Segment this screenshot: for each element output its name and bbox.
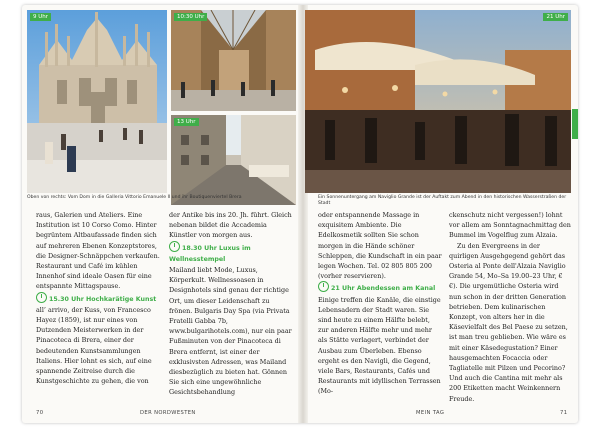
col4-paragraph-2: Zu den Evergreens in der quirligen Ausgehgegend gehört das Osteria al Ponte dell'Alzaia Naviglio Grande 54, Mo–Sa 19.00–23 Uhr, €€). Die urgemütliche Osteria wird nun schon in der dritten Generation betrieben. Dem kulinarischen Konzept, von alters her in die Käsevielfalt des Bel Paese zu setzen, ist man treu geblieben. Wie wäre es mit einer Käsedegustation? Einer hausgemachten Focaccia oder Tagliatelle mit Pilzen und Pecorino? Und auch die Cantina mit mehr als 200 Etiketten macht Weinkennern Freude.: [449, 241, 568, 403]
left-page-number: 70: [36, 410, 44, 416]
navigli-photo: [305, 10, 571, 193]
col4-paragraph-1: ckenschutz nicht vergessen!) lohnt vor allem am Sonntagnachmittag den Bummel im Vogelflug zum Alzaia.: [449, 211, 571, 240]
col1-heading: 15.30 Uhr Hochkarätige Kunst: [36, 292, 160, 305]
right-column-1: [318, 210, 442, 397]
col1-paragraph-2: all’ arrivo, der Kuss, von Francesco Hayez (1859), ist nur eines von Dutzenden Meisterwerken in der Pinacoteca di Brera, einer der bedeutenden Kunstsammlungen Italiens. Hier lohnt es sich, auf eine spannende Zeitreise durch die Kunstgeschichte zu gehen, die von: [36, 305, 152, 386]
col2-paragraph-1: der Antike bis ins 20. Jh. führt. Gleich nebenan bildet die Accademia Künstler von morgen aus.: [169, 211, 292, 240]
galleria-photo: [171, 10, 296, 111]
left-running-title: DER NORDWESTEN: [140, 410, 196, 416]
duomo-photo: [27, 10, 167, 193]
right-column-2: [449, 210, 571, 404]
time-tag-street: 13 Uhr: [174, 118, 199, 126]
time-tag-navigli: 21 Uhr: [543, 13, 568, 21]
right-photo-caption: Ein Sonnenuntergang am Naviglio Grande ist der Auftakt zum Abend in den historischen Wasserstraßen der Stadt: [318, 195, 567, 206]
clock-icon: [318, 281, 329, 292]
clock-icon: [36, 292, 47, 303]
col3-paragraph-1: oder entspannende Massage in exquisitem Ambiente. Die Edelkosmetik sollten Sie schon morgen in die Hände schöner Schleppen, die Kundschaft in ein paar legen Wochen. Tel. 02 805 805 200 (vorher reservieren).: [318, 211, 442, 281]
col2-heading: 18.30 Uhr Luxus im Wellnesstempel: [169, 241, 293, 265]
clock-icon: [169, 241, 180, 252]
left-photo-caption: Oben von rechts: Vom Dom in die Galleria Vittorio Emanuele II und ihr Boutiquenviertel Brera: [27, 195, 242, 200]
col3-heading: 21 Uhr Abendessen am Kanal: [318, 281, 442, 294]
book-spread: [22, 5, 578, 423]
section-marker: [572, 109, 578, 139]
left-column-2: [169, 210, 293, 398]
left-column-1: [36, 210, 160, 386]
col2-paragraph-2: Mailand liebt Mode, Luxus, Körperkult. Wellnessoasen in Designhotels sind genau der richtige Ort, um dieser Leidenschaft zu frönen. Bulgaris Day Spa (via Privata Fratelli Gabba 7b, www.bulgarihotels.com), nur ein paar Fußminuten von der Pinacoteca di Brera entfernt, ist einer der exklusivsten Adressen, was Mailand diesbezüglich zu bieten hat. Gönnen Sie sich eine ungewöhnliche Gesichtsbehandlung: [169, 266, 292, 397]
right-page-number: 71: [560, 410, 568, 416]
right-running-title: MEIN TAG: [416, 410, 445, 416]
col1-paragraph-1: raus, Galerien und Ateliers. Eine Institution ist 10 Corso Como. Hinter begrüntem Altbaufassade finden sich auf mehreren Ebenen Konzeptstores, die Designer-Schnäppchen verkaufen. Restaurant und Café im kühlen Innenhof sind ideale Oasen für eine entspannte Mittagspause.: [36, 211, 160, 291]
time-tag-duomo: 9 Uhr: [30, 13, 51, 21]
time-tag-galleria: 10:30 Uhr: [174, 13, 207, 21]
brera-street-photo: [171, 115, 296, 205]
col3-paragraph-2: Einige treffen die Kanäle, die einstige Lebensadern der Stadt waren. Sie sind heute zu einem Hälfte belebt, zur anderen Hälfte mehr und mehr als Stätte verlagert, verbindet der Ausbau zum Überleben. Ebenso ergeht es den Navigli, die Gegend, viele Bars, Restaurants, Cafés und Restaurants mit idyllischen Terrassen (Mo-: [318, 295, 441, 396]
